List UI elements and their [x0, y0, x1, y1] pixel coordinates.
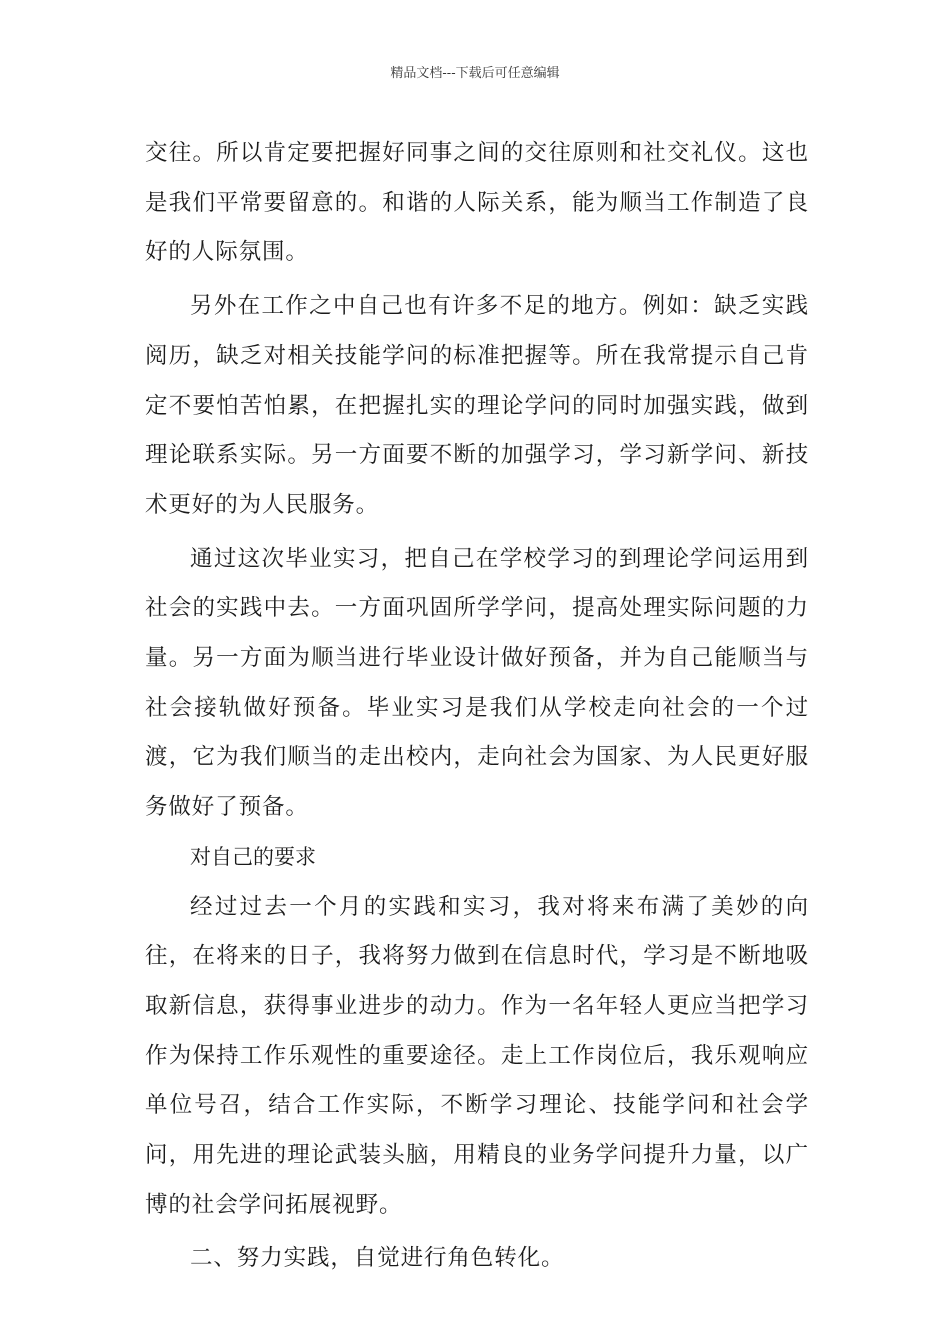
paragraph-self-requirements: 经过过去一个月的实践和实习，我对将来布满了美妙的向往，在将来的日子，我将努力做到在信息时代，学习是不断地吸取新信息，获得事业进步的动力。作为一名年轻人更应当把学习作为保持工作乐观性的重要途径。走上工作岗位后，我乐观响应单位号召，结合工作实际，不断学习理论、技能学问和社会学问，用先进的理论武装头脑，用精良的业务学问提升力量，以广博的社会学问拓展视野。 — [145, 893, 809, 1218]
paragraph-continuation: 交往。所以肯定要把握好同事之间的交往原则和社交礼仪。这也是我们平常要留意的。和谐的人际关系，能为顺当工作制造了良好的人际氛围。 — [145, 140, 809, 266]
paragraph-shortcomings: 另外在工作之中自己也有许多不足的地方。例如：缺乏实践阅历，缺乏对相关技能学问的标准把握等。所在我常提示自己肯定不要怕苦怕累，在把握扎实的理论学问的同时加强实践，做到理论联系实际。另一方面要不断的加强学习，学习新学问、新技术更好的为人民服务。 — [145, 293, 809, 518]
document-body — [145, 129, 809, 1284]
paragraph-internship-summary: 通过这次毕业实习，把自己在学校学习的到理论学问运用到社会的实践中去。一方面巩固所学学问，提高处理实际问题的力量。另一方面为顺当进行毕业设计做好预备，并为自己能顺当与社会接轨做好预备。毕业实习是我们从学校走向社会的一个过渡，它为我们顺当的走出校内，走向社会为国家、为人民更好服务做好了预备。 — [145, 545, 809, 821]
section-heading-self-requirements: 对自己的要求 — [190, 844, 316, 869]
page-header: 精品文档---下载后可任意编辑 — [390, 66, 560, 81]
section-heading-practice: 二、努力实践，自觉进行角色转化。 — [190, 1245, 565, 1272]
